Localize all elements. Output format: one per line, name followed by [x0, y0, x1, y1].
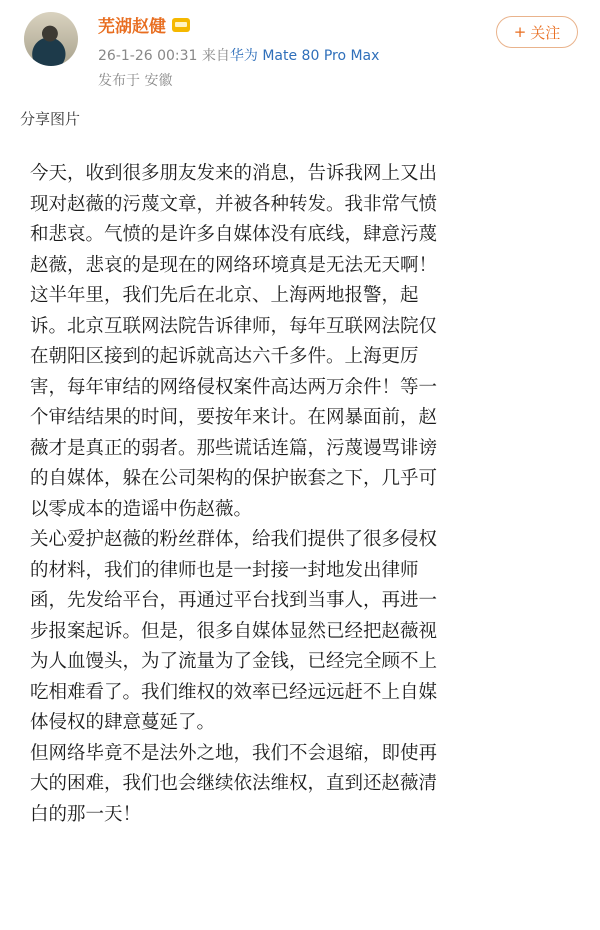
source-device[interactable]: 华为 Mate 80 Pro Max [229, 48, 380, 64]
source-prefix: 来自 [201, 48, 230, 64]
article-line: 诉。北京互联网法院告诉律师，每年互联网法院仅 [30, 315, 438, 337]
article-line: 但网络毕竟不是法外之地，我们不会退缩，即使再 [30, 742, 438, 764]
article-line: 的自媒体，躲在公司架构的保护嵌套之下，几乎可 [30, 468, 438, 489]
article-line: 薇才是真正的弱者。那些谎话连篇，污蔑谩骂诽谤 [30, 437, 438, 459]
author-name[interactable]: 芜湖赵健 [98, 17, 166, 37]
article-line: 体侵权的肆意蔓延了。 [30, 712, 216, 733]
article-line: 赵薇，悲哀的是现在的网络环境真是无法无天啊！ [30, 254, 438, 276]
article-line: 函，先发给平台，再通过平台找到当事人，再进一 [30, 590, 438, 611]
follow-label: 关注 [530, 23, 561, 42]
article-line: 今天，收到很多朋友发来的消息，告诉我网上又出 [30, 163, 438, 184]
article-line: 步报案起诉。但是，很多自媒体显然已经把赵薇视 [30, 620, 438, 642]
article-line: 为人血馒头，为了流量为了金钱，已经完全顾不上 [30, 651, 438, 672]
post-timestamp: 26-1-26 00:31 [98, 48, 198, 64]
share-label: 分享图片 [20, 110, 81, 128]
article-body [30, 159, 575, 830]
follow-button[interactable] [496, 16, 578, 48]
article-line: 以零成本的造谣中伤赵薇。 [30, 498, 253, 520]
article-line: 在朝阳区接到的起诉就高达六千多件。上海更厉 [30, 346, 419, 367]
article-line: 这半年里，我们先后在北京、上海两地报警，起 [30, 285, 419, 306]
author-row [98, 12, 190, 37]
post-header [0, 0, 600, 100]
article-line: 关心爱护赵薇的粉丝群体，给我们提供了很多侵权 [30, 529, 438, 550]
post-meta [98, 45, 379, 65]
avatar[interactable] [24, 12, 78, 66]
article-line: 现对赵薇的污蔑文章，并被各种转发。我非常气愤 [30, 193, 438, 215]
article-line: 个审结结果的时间，要按年来计。在网暴面前，赵 [30, 407, 438, 428]
article-line: 白的那一天！ [30, 803, 142, 825]
vip-crown-icon [172, 18, 190, 32]
article-line: 和悲哀。气愤的是许多自媒体没有底线，肆意污蔑 [30, 224, 438, 245]
article-line: 的材料，我们的律师也是一封接一封地发出律师 [30, 559, 419, 581]
article-line: 害，每年审结的网络侵权案件高达两万余件！等一 [30, 376, 438, 398]
post-location: 发布于 安徽 [98, 73, 173, 89]
article-line: 吃相难看了。我们维权的效率已经远远赶不上自媒 [30, 681, 438, 703]
article-line: 大的困难，我们也会继续依法维权，直到还赵薇清 [30, 773, 438, 794]
plus-icon: + [513, 23, 527, 41]
